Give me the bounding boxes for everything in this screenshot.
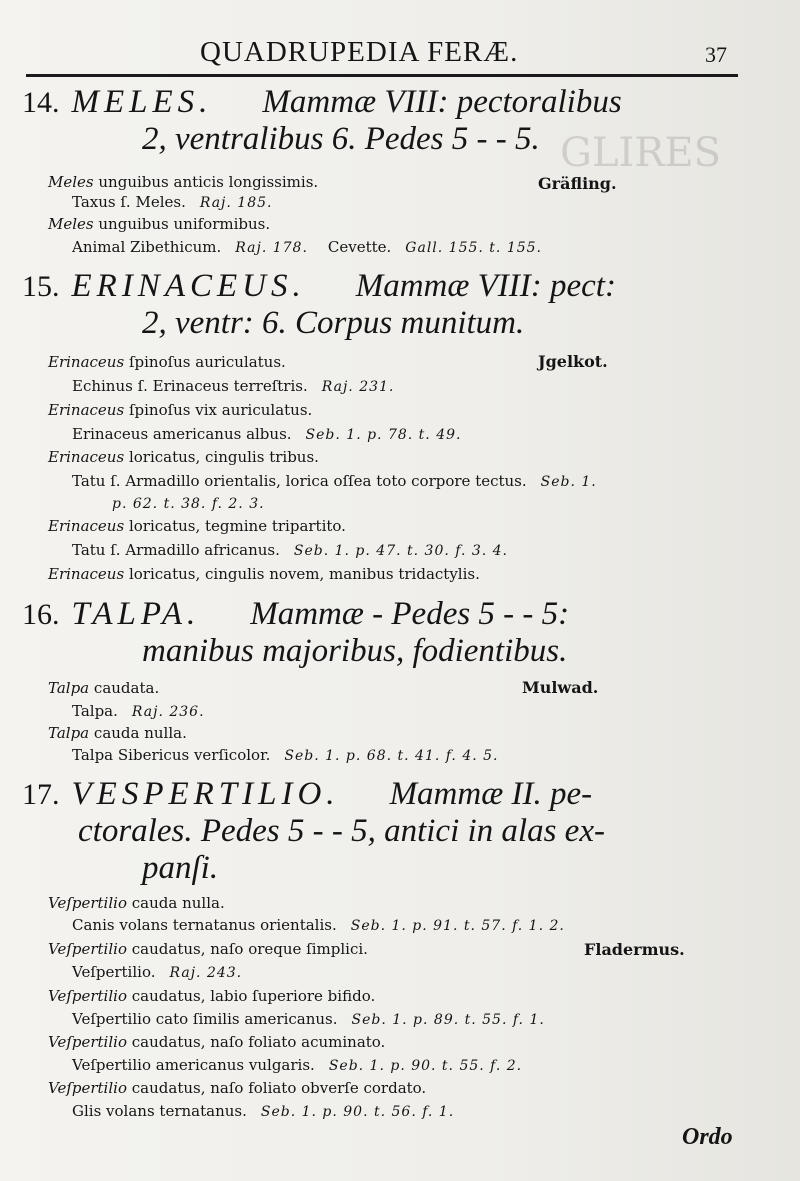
genus-heading-meles: 14. MELES. Mammæ VIII: pectoralibus 2, ventralibus 6. Pedes 5 - - 5. [22,84,622,157]
synonym-entry: Tatu ſ. Armadillo orientalis, lorica oſſea toto corpore tectus. Seb. 1. [72,472,597,490]
synonym-entry: Veſpertilio cato ſimilis americanus. Seb. 1. p. 89. t. 55. f. 1. [72,1010,545,1028]
header-rule [26,74,738,77]
species-entry: Meles unguibus uniformibus. [48,215,271,233]
species-entry: Veſpertilio cauda nulla. [48,894,225,912]
species-entry: Erinaceus loricatus, cingulis novem, manibus tridactylis. [48,565,480,583]
vernacular-name: Jgelkot. [538,352,608,371]
catchword: Ordo [682,1124,733,1150]
genus-heading-erinaceus: 15. ERINACEUS. Mammæ VIII: pect: 2, ventr: 6. Corpus munitum. [22,268,616,341]
synonym-entry: Veſpertilio americanus vulgaris. Seb. 1. p. 90. t. 55. f. 2. [72,1056,523,1074]
species-entry: Talpa caudata. [48,679,160,697]
synonym-entry: Veſpertilio. Raj. 243. [72,963,243,981]
vernacular-name: Gräfling. [538,174,617,193]
species-entry: Erinaceus loricatus, tegmine tripartito. [48,517,346,535]
page-header [0,32,800,72]
synonym-entry: Erinaceus americanus albus. Seb. 1. p. 78. t. 49. [72,425,462,443]
species-entry: Veſpertilio caudatus, labio ſuperiore bifido. [48,987,376,1005]
synonym-entry: Glis volans ternatanus. Seb. 1. p. 90. t. 56. f. 1. [72,1102,455,1120]
species-entry: Erinaceus loricatus, cingulis tribus. [48,448,319,466]
running-head: QUADRUPEDIA FERÆ. [200,36,519,68]
synonym-entry: Tatu ſ. Armadillo africanus. Seb. 1. p. 47. t. 30. f. 3. 4. [72,541,509,559]
species-entry: Talpa cauda nulla. [48,724,187,742]
page-number: 37 [705,42,727,67]
species-entry: Meles unguibus anticis longissimis. [48,173,319,191]
synonym-entry: Talpa. Raj. 236. [72,702,205,720]
bleed-through: GLIRES [560,130,722,176]
genus-heading-talpa: 16. TALPA. Mammæ - Pedes 5 - - 5: manibus majoribus, fodientibus. [22,596,570,669]
synonym-entry: Canis volans ternatanus orientalis. Seb. 1. p. 91. t. 57. f. 1. 2. [72,916,565,934]
species-entry: Veſpertilio caudatus, naſo foliato acuminato. [48,1033,386,1051]
species-entry: Veſpertilio caudatus, naſo foliato obverſe cordato. [48,1079,427,1097]
vernacular-name: Mulwad. [522,678,599,697]
synonym-entry: Taxus ſ. Meles. Raj. 185. [72,193,273,211]
genus-heading-vespertilio: 17. VESPERTILIO. Mammæ II. pe- ctorales. Pedes 5 - - 5, antici in alas ex- panſi. [22,776,605,886]
synonym-entry: Echinus ſ. Erinaceus terreſtris. Raj. 231. [72,377,395,395]
species-entry: Erinaceus ſpinoſus auriculatus. [48,353,286,371]
synonym-entry: Animal Zibethicum. Raj. 178. Cevette. Gall. 155. t. 155. [72,238,543,256]
species-entry: Erinaceus ſpinoſus vix auriculatus. [48,401,313,419]
vernacular-name: Fladermus. [584,940,685,959]
synonym-entry: Talpa Sibericus verſicolor. Seb. 1. p. 68. t. 41. f. 4. 5. [72,746,499,764]
species-entry: Veſpertilio caudatus, naſo oreque ſimplici. [48,940,368,958]
synonym-entry-continued: p. 62. t. 38. f. 2. 3. [112,496,265,512]
